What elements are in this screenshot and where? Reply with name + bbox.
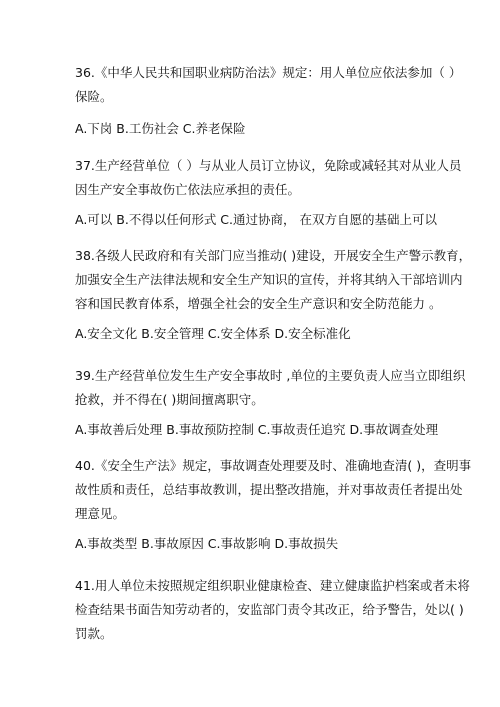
question-text-line: 41.用人单位未按照规定组织职业健康检查、建立健康监护档案或者未将	[75, 578, 470, 593]
question-37	[75, 154, 462, 232]
question-text-line: 36.《中华人民共和国职业病防治法》规定：用人单位应依法参加（ ）	[75, 65, 462, 80]
question-text-line: 37.生产经营单位（ ）与从业人员订立协议，免除或减轻其对从业人员	[75, 158, 462, 173]
question-options: A.事故善后处理 B.事故预防控制 C.事故责任追究 D.事故调查处理	[75, 422, 439, 437]
question-text-line: 容和国民教育体系，增强全社会的安全生产意识和安全防范能力 。	[75, 296, 442, 311]
question-36	[75, 61, 462, 141]
question-text-line: 38.各级人民政府和有关部门应当推动( )建设，开展安全生产警示教育，	[75, 248, 472, 263]
question-40	[75, 454, 472, 556]
question-text-line: 故性质和责任，总结事故教训，提出整改措施，并对事故责任者提出处	[75, 482, 463, 497]
question-38	[75, 244, 472, 346]
question-text-line: 因生产安全事故伤亡依法应承担的责任。	[75, 182, 301, 197]
question-text-line: 39.生产经营单位发生生产安全事故时 ,单位的主要负责人应当立即组织	[75, 368, 466, 383]
question-text-line: 抢救，并不得在( )期间擅离职守。	[75, 392, 264, 407]
question-text-line: 40.《安全生产法》规定，事故调查处理要及时、准确地查清( )，查明事	[75, 458, 472, 473]
question-options: A.事故类型 B.事故原因 C.事故影响 D.事故损失	[75, 536, 339, 551]
question-options: A.下岗 B.工伤社会 C.养老保险	[75, 121, 246, 136]
question-options: A.可以 B.不得以任何形式 C.通过协商， 在双方自愿的基础上可以	[75, 212, 437, 227]
question-options: A.安全文化 B.安全管理 C.安全体系 D.安全标准化	[75, 326, 351, 341]
question-text-line: 理意见。	[75, 506, 126, 521]
question-41	[75, 574, 470, 646]
question-39	[75, 364, 466, 442]
question-text-line: 罚款。	[75, 626, 113, 641]
question-text-line: 加强安全生产法律法规和安全生产知识的宣传，并将其纳入干部培训内	[75, 272, 463, 287]
question-text-line: 保险。	[75, 89, 113, 104]
question-text-line: 检查结果书面告知劳动者的，安监部门责令其改正，给予警告，处以( )	[75, 602, 464, 617]
